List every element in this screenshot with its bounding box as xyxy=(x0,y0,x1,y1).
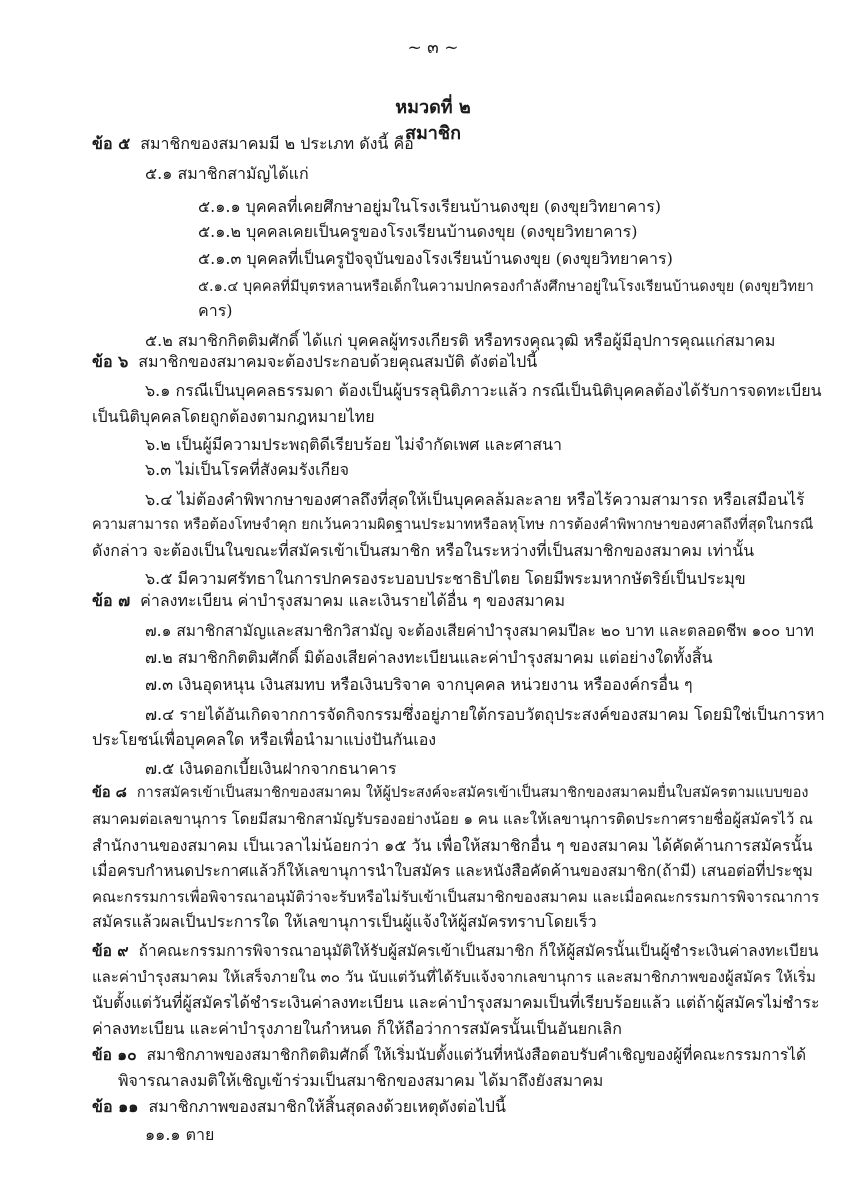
text-line: ๗.๔ รายได้อันเกิดจากการจัดกิจกรรมซึ่งอยู่ภายใต้กรอบวัตถุประสงค์ของสมาคม โดยมิใช่เป็นการหา xyxy=(145,705,825,724)
text-line: ๗.๕ เงินดอกเบี้ยเงินฝากจากธนาคาร xyxy=(145,759,397,778)
line-text: การสมัครเข้าเป็นสมาชิกของสมาคม ให้ผู้ประสงค์จะสมัครเข้าเป็นสมาชิกของสมาคมยื่นใบสมัครตามแบบของ xyxy=(136,785,809,801)
text-line: คณะกรรมการเพื่อพิจารณาอนุมัติว่าจะรับหรือไม่รับเข้าเป็นสมาชิกของสมาคม และเมื่อคณะกรรมการพิจารณาการ xyxy=(92,888,820,906)
text-line: สำนักงานของสมาคม เป็นเวลาไม่น้อยกว่า ๑๕ วัน เพื่อให้สมาชิกอื่น ๆ ของสมาคม ได้คัดค้านการสมัครนั้น xyxy=(92,836,813,855)
line-text: สมาชิกของสมาคมจะต้องประกอบด้วยคุณสมบัติ ดังต่อไปนี้ xyxy=(138,352,538,371)
line-text: ค่าลงทะเบียน ค่าบำรุงสมาคม และเงินรายได้อื่น ๆ ของสมาคม xyxy=(140,591,566,610)
text-line: ๖.๓ ไม่เป็นโรคที่สังคมรังเกียจ xyxy=(145,460,349,479)
clause-line xyxy=(92,590,565,612)
text-line: ประโยชน์เพื่อบุคคลใด หรือเพื่อนำมาแบ่งปันกันเอง xyxy=(92,730,437,749)
text-line: ๕.๑.๔ บุคคลที่มีบุตรหลานหรือเด็กในความปกครองกำลังศึกษาอยู่ในโรงเรียนบ้านดงขุย (ดงขุยวิทยา xyxy=(198,279,814,295)
text-line: ๗.๓ เงินอุดหนุน เงินสมทบ หรือเงินบริจาค จากบุคคล หน่วยงาน หรือองค์กรอื่น ๆ xyxy=(145,675,693,694)
text-line: ๖.๔ ไม่ต้องคำพิพากษาของศาลถึงที่สุดให้เป็นบุคคลล้มละลาย หรือไร้ความสามารถ หรือเสมือนไร้ xyxy=(145,490,805,509)
clause-label: ข้อ ๑๑ xyxy=(92,1097,139,1116)
text-line: พิจารณาลงมติให้เชิญเข้าร่วมเป็นสมาชิกของสมาคม ได้มาถึงยังสมาคม xyxy=(118,1071,604,1090)
clause-line xyxy=(92,351,537,373)
text-line: ความสามารถ หรือต้องโทษจำคุก ยกเว้นความผิดฐานประมาทหรือลหุโทษ การต้องคำพิพากษาของศาลถึงที่สุดในกรณี xyxy=(92,517,814,533)
clause-label: ข้อ ๑๐ xyxy=(92,1045,137,1064)
text-line: ๖.๕ มีความศรัทธาในการปกครองระบอบประชาธิปไตย โดยมีพระมหากษัตริย์เป็นประมุข xyxy=(145,569,746,588)
line-text: สมาชิกภาพของสมาชิกกิตติมศักดิ์ ให้เริ่มนับตั้งแต่วันที่หนังสือตอบรับคำเชิญของผู้ที่คณะกรรมการได้ xyxy=(146,1046,807,1064)
page-number: ~ ๓ ~ xyxy=(407,38,459,58)
text-line: ๑๑.๑ ตาย xyxy=(145,1125,215,1144)
text-line: เมื่อครบกำหนดประกาศแล้วก็ให้เลขานุการนำใบสมัคร และหนังสือคัดค้านของสมาชิก(ถ้ามี) เสนอต่อที่ประชุม xyxy=(92,862,813,880)
text-line: เป็นนิติบุคคลโดยถูกต้องตามกฎหมายไทย xyxy=(92,407,375,426)
clause-line xyxy=(92,133,414,155)
clause-label: ข้อ ๘ xyxy=(92,784,127,801)
text-line: คาร) xyxy=(198,301,233,320)
clause-label: ข้อ ๖ xyxy=(92,352,129,371)
clause-line xyxy=(92,1096,506,1118)
clause-label: ข้อ ๙ xyxy=(92,941,129,960)
text-line: สมาคมต่อเลขานุการ โดยมีสมาชิกสามัญรับรองอย่างน้อย ๑ คน และให้เลขานุการติดประกาศรายชื่อผู้สมัครไว้ ณ xyxy=(92,810,813,828)
line-text: สมาชิกภาพของสมาชิกให้สิ้นสุดลงด้วยเหตุดังต่อไปนี้ xyxy=(148,1097,506,1116)
text-line: ๖.๒ เป็นผู้มีความประพฤติดีเรียบร้อย ไม่จำกัดเพศ และศาสนา xyxy=(145,435,563,454)
clause-label: ข้อ ๕ xyxy=(92,134,131,153)
text-line: ๕.๑.๑ บุคคลที่เคยศึกษาอยู่มในโรงเรียนบ้านดงขุย (ดงขุยวิทยาคาร) xyxy=(198,197,662,216)
text-line: ๕.๑.๒ บุคคลเคยเป็นครูของโรงเรียนบ้านดงขุย (ดงขุยวิทยาคาร) xyxy=(198,222,638,241)
line-text: สมาชิกของสมาคมมี ๒ ประเภท ดังนี้ คือ xyxy=(140,134,414,153)
text-line: นับตั้งแต่วันที่ผู้สมัครได้ชำระเงินค่าลงทะเบียน และค่าบำรุงสมาคมเป็นที่เรียบร้อยแล้ว แต่ถ้าผู้สมัครไม่ชำระ xyxy=(92,993,820,1012)
clause-line xyxy=(92,1044,806,1066)
text-line: ๗.๒ สมาชิกกิตติมศักดิ์ มิต้องเสียค่าลงทะเบียนและค่าบำรุงสมาคม แต่อย่างใดทั้งสิ้น xyxy=(145,648,713,667)
text-line: ๕.๑.๓ บุคคลที่เป็นครูปัจจุบันของโรงเรียนบ้านดงขุย (ดงขุยวิทยาคาร) xyxy=(198,249,673,268)
text-line: สมัครแล้วผลเป็นประการใด ให้เลขานุการเป็นผู้แจ้งให้ผู้สมัครทราบโดยเร็ว xyxy=(92,912,597,931)
chapter-title: หมวดที่ ๒ xyxy=(395,97,471,118)
text-line: และค่าบำรุงสมาคม ให้เสร็จภายใน ๓๐ วัน นับแต่วันที่ได้รับแจ้งจากเลขานุการ และสมาชิกภาพของผู้สมัคร ให้เริ่ม xyxy=(92,968,816,986)
clause-label: ข้อ ๗ xyxy=(92,591,131,610)
text-line: ๗.๑ สมาชิกสามัญและสมาชิกวิสามัญ จะต้องเสียค่าบำรุงสมาคมปีละ ๒๐ บาท และตลอดชีพ ๑๐๐ บาท xyxy=(145,622,814,640)
text-line: ๖.๑ กรณีเป็นบุคคลธรรมดา ต้องเป็นผู้บรรลุนิติภาวะแล้ว กรณีเป็นนิติบุคคลต้องได้รับการจดทะเบียน xyxy=(145,381,822,400)
line-text: ถ้าคณะกรรมการพิจารณาอนุมัติให้รับผู้สมัครเข้าเป็นสมาชิก ก็ให้ผู้สมัครนั้นเป็นผู้ชำระเงินค่าลงทะเบียน xyxy=(138,942,819,960)
text-line: ๕.๑ สมาชิกสามัญได้แก่ xyxy=(145,164,309,183)
text-line: ๕.๒ สมาชิกกิตติมศักดิ์ ได้แก่ บุคคลผู้ทรงเกียรติ หรือทรงคุณวุฒิ หรือผู้มีอุปการคุณแก่สมาคม xyxy=(145,331,776,350)
text-line: ดังกล่าว จะต้องเป็นในขณะที่สมัครเข้าเป็นสมาชิก หรือในระหว่างที่เป็นสมาชิกของสมาคม เท่านั้น xyxy=(92,541,755,560)
text-line: ค่าลงทะเบียน และค่าบำรุงภายในกำหนด ก็ให้ถือว่าการสมัครนั้นเป็นอันยกเลิก xyxy=(92,1019,622,1038)
clause-line xyxy=(92,940,819,962)
chapter-subtitle: สมาชิก xyxy=(404,123,462,144)
clause-line xyxy=(92,782,808,804)
